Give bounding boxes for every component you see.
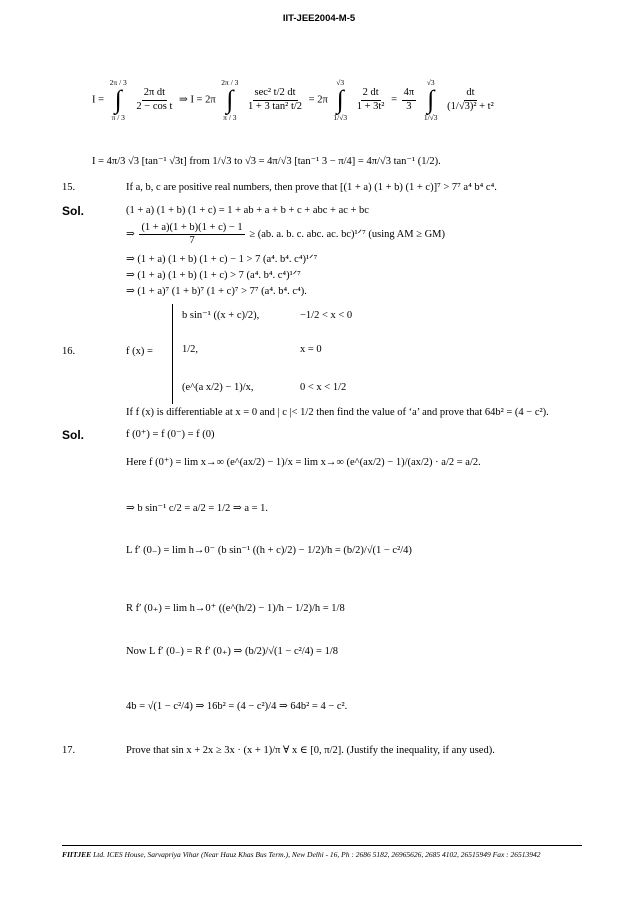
question-15-text: If a, b, c are positive real numbers, then prove that [(1 + a) (1 + b) (1 + c)]⁷ > 7⁷ a⁴ b⁴ c⁴.	[126, 182, 497, 193]
page-header: IIT-JEE2004-M-5	[282, 13, 356, 24]
fraction-1: $\frac{\text{2π dt}}{\text{2 − cos t}}$	[136, 87, 173, 112]
am-fraction: $\frac{(1 + a)(1 + b)(1 + c) - 1}{7}$	[141, 222, 243, 247]
integral-limits-2: √3 ∫ 1/√3	[333, 78, 348, 122]
sol15-line-5: ⇒ (1 + a)⁷ (1 + b)⁷ (1 + c)⁷ > 7⁷ (a⁴. b⁴. c⁴).	[126, 286, 307, 297]
solution-label: Sol.	[62, 204, 85, 218]
case-1-expr: b sin⁻¹ ((x + c)/2),	[182, 310, 260, 321]
question-number: 17.	[62, 745, 76, 756]
fx-label: f (x) =	[126, 346, 153, 357]
footer	[62, 850, 602, 859]
fraction-4: $\frac{4\pi}{3}$	[403, 87, 415, 112]
sol15-line-1: (1 + a) (1 + b) (1 + c) = 1 + ab + a + b + c + abc + ac + bc	[126, 205, 369, 216]
fraction-2: $\frac{\text{sec² t/2 dt}}{\text{1 + 3 tan² t/2}}$	[248, 87, 303, 112]
sol15-line-4: ⇒ (1 + a) (1 + b) (1 + c) > 7 (a⁴. b⁴. c⁴)¹ᐟ⁷	[126, 270, 301, 281]
sol15-line-3: ⇒ (1 + a) (1 + b) (1 + c) − 1 > 7 (a⁴. b⁴. c⁴)¹ᐟ⁷	[126, 254, 318, 265]
equation-integral-line	[92, 78, 498, 122]
question-number: 15.	[62, 182, 76, 193]
sol15-line-2: ⇒ $\frac{(1 + a)(1 + b)(1 + c) - 1}{7}$ ≥ (ab. a. b. c. abc. ac. bc)¹ᐟ⁷ (using AM ≥ GM)	[126, 222, 445, 247]
equals-sign: =	[391, 94, 398, 106]
implies-i: ⇒ I = 2π	[179, 94, 216, 106]
fraction-5: $\frac{dt}{\text{(1/√3)² + t²}}$	[447, 87, 494, 112]
sol16-line-7: 4b = √(1 − c²/4) ⇒ 16b² = (4 − c²)/4 ⇒ 64b² = 4 − c².	[126, 701, 348, 712]
integral-limits-1b: 2π / 3 ∫ π / 3	[221, 78, 239, 122]
case-2-expr: 1/2,	[182, 344, 199, 355]
integral-limits-1: 2π / 3 ∫ π / 3	[109, 78, 127, 122]
footer-address: Ltd. ICES House, Sarvapriya Vihar (Near Hauz Khas Bus Term.), New Delhi - 16, Ph : 2686 5182, 26965626, 2685 4102, 26515949 Fax : 26513942	[93, 850, 541, 859]
question-17-text: Prove that sin x + 2x ≥ 3x · (x + 1)/π ∀ x ∈ [0, π/2]. (Justify the inequality, if any used).	[126, 745, 495, 756]
case-3-condition: 0 < x < 1/2	[300, 382, 347, 393]
question-number: 16.	[62, 346, 76, 357]
integral-sign: ∫	[336, 85, 344, 114]
case-3-expr: (e^(a x/2) − 1)/x,	[182, 382, 254, 393]
question-16-text: If f (x) is differentiable at x = 0 and | c |< 1/2 then find the value of ‘a’ and prove that 64b² = (4 − c²).	[126, 407, 549, 418]
integral-sign: ∫	[114, 85, 122, 114]
sol16-line-3: ⇒ b sin⁻¹ c/2 = a/2 = 1/2 ⇒ a = 1.	[126, 503, 269, 514]
sol16-line-6: Now L f′ (0₋) = R f′ (0₊) ⇒ (b/2)/√(1 − c²/4) = 1/8	[126, 646, 339, 657]
equation-result-line: I = 4π/3 √3 [tan⁻¹ √3t] from 1/√3 to √3 = 4π/√3 [tan⁻¹ 3 − π/4] = 4π/√3 tan⁻¹ (1/2).	[92, 156, 441, 167]
piecewise-brace	[172, 304, 173, 404]
sol16-line-2: Here f (0⁺) = lim x→∞ (e^(ax/2) − 1)/x = lim x→∞ (e^(ax/2) − 1)/(ax/2) · a/2 = a/2.	[126, 457, 481, 468]
case-1-condition: −1/2 < x < 0	[300, 310, 353, 321]
fraction-3: $\frac{2 dt}{\text{1 + 3t²}}$	[356, 87, 385, 112]
sol16-line-1: f (0⁺) = f (0⁻) = f (0)	[126, 429, 215, 440]
equals-2pi: = 2π	[308, 94, 328, 106]
integral-sign: ∫	[226, 85, 234, 114]
solution-label: Sol.	[62, 428, 85, 442]
i-equals: I =	[92, 94, 105, 106]
integral-sign: ∫	[427, 85, 435, 114]
sol16-line-4: L f′ (0₋) = lim h→0⁻ (b sin⁻¹ ((h + c)/2) − 1/2)/h = (b/2)/√(1 − c²/4)	[126, 545, 412, 556]
case-2-condition: x = 0	[300, 344, 322, 355]
sol16-line-5: R f′ (0₊) = lim h→0⁺ ((e^(h/2) − 1)/h − 1/2)/h = 1/8	[126, 603, 345, 614]
footer-divider	[62, 845, 582, 846]
integral-limits-3: √3 ∫ 1/√3	[423, 78, 438, 122]
footer-brand: FIITJEE	[62, 850, 92, 859]
